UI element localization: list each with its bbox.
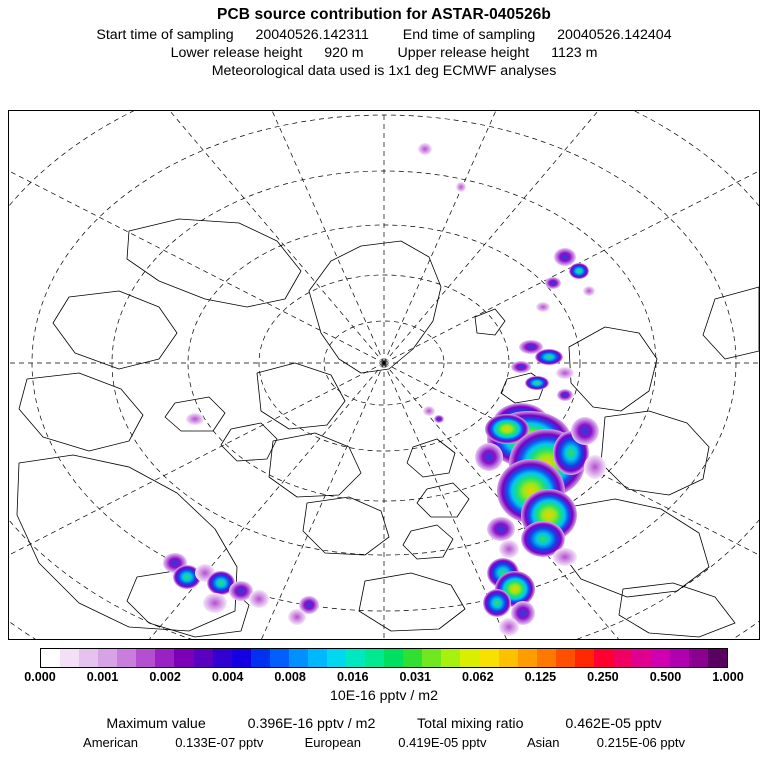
total-mixing-label: Total mixing ratio bbox=[417, 716, 524, 732]
asian-value: 0.215E-06 pptv bbox=[596, 735, 685, 750]
colorbar-tick: 0.001 bbox=[86, 670, 119, 684]
colorbar-swatch bbox=[194, 649, 213, 667]
page-title: PCB source contribution for ASTAR-040526b bbox=[217, 6, 551, 23]
source-region-row bbox=[0, 735, 768, 750]
colorbar-swatch bbox=[537, 649, 556, 667]
colorbar-swatch bbox=[594, 649, 613, 667]
colorbar-swatch bbox=[155, 649, 174, 667]
colorbar-swatch bbox=[289, 649, 308, 667]
american-value: 0.133E-07 pptv bbox=[175, 735, 264, 750]
colorbar-swatch bbox=[441, 649, 460, 667]
colorbar-tick: 0.002 bbox=[149, 670, 181, 684]
colorbar-swatch bbox=[632, 649, 651, 667]
end-time-value: 20040526.142404 bbox=[557, 27, 672, 43]
colorbar-tick: 0.008 bbox=[274, 670, 306, 684]
colorbar-tick: 0.062 bbox=[462, 670, 494, 684]
colorbar-swatch bbox=[384, 649, 403, 667]
colorbar-tick: 0.031 bbox=[399, 670, 432, 684]
american-label: American bbox=[83, 735, 138, 750]
colorbar-tick: 0.016 bbox=[336, 670, 369, 684]
upper-release-label: Upper release height bbox=[397, 45, 530, 61]
colorbar-swatch bbox=[556, 649, 575, 667]
colorbar-swatch bbox=[651, 649, 670, 667]
european-label: European bbox=[304, 735, 362, 750]
colorbar-swatch bbox=[174, 649, 193, 667]
lower-release-value: 920 m bbox=[324, 45, 364, 61]
max-value-label: Maximum value bbox=[106, 716, 206, 732]
map-panel bbox=[8, 110, 760, 640]
colorbar-swatch bbox=[670, 649, 689, 667]
colorbar-swatch bbox=[613, 649, 632, 667]
colorbar-swatch bbox=[460, 649, 479, 667]
asian-label: Asian bbox=[527, 735, 560, 750]
colorbar-swatch bbox=[479, 649, 498, 667]
colorbar-tick: 0.004 bbox=[211, 670, 244, 684]
colorbar-tick: 0.500 bbox=[649, 670, 682, 684]
lower-release-label: Lower release height bbox=[170, 45, 303, 61]
colorbar-tick: 0.000 bbox=[24, 670, 56, 684]
colorbar-swatch bbox=[98, 649, 117, 667]
colorbar-swatch bbox=[575, 649, 594, 667]
european-value: 0.419E-05 pptv bbox=[398, 735, 487, 750]
release-heights-line bbox=[0, 45, 768, 61]
colorbar bbox=[40, 648, 728, 668]
colorbar-swatch bbox=[689, 649, 708, 667]
colorbar-swatch bbox=[117, 649, 136, 667]
colorbar-swatch bbox=[251, 649, 270, 667]
start-time-value: 20040526.142311 bbox=[255, 27, 369, 43]
meridian-lines bbox=[9, 111, 759, 639]
end-time-label: End time of sampling bbox=[402, 27, 536, 43]
colorbar-swatch bbox=[708, 649, 727, 667]
chart-footer bbox=[0, 716, 768, 750]
colorbar-swatch bbox=[41, 649, 60, 667]
summary-values-row bbox=[0, 716, 768, 732]
polar-stereographic-map bbox=[9, 111, 759, 639]
colorbar-swatch bbox=[136, 649, 155, 667]
meteo-line: Meteorological data used is 1x1 deg ECMWF analyses bbox=[211, 63, 557, 79]
colorbar-swatch bbox=[308, 649, 327, 667]
map-frame bbox=[8, 110, 760, 640]
colorbar-swatch bbox=[365, 649, 384, 667]
total-mixing-value: 0.462E-05 pptv bbox=[565, 716, 662, 732]
colorbar-swatch bbox=[60, 649, 79, 667]
colorbar-tick: 0.250 bbox=[587, 670, 619, 684]
chart-header bbox=[0, 0, 768, 79]
colorbar-swatch bbox=[79, 649, 98, 667]
colorbar-tick: 0.125 bbox=[524, 670, 557, 684]
colorbar-swatch bbox=[499, 649, 518, 667]
colorbar-swatch bbox=[327, 649, 346, 667]
colorbar-tick-labels bbox=[8, 670, 760, 686]
colorbar-swatch bbox=[232, 649, 251, 667]
concentration-field bbox=[163, 143, 606, 636]
colorbar-swatch bbox=[518, 649, 537, 667]
colorbar-panel bbox=[8, 648, 760, 708]
colorbar-swatch bbox=[270, 649, 289, 667]
upper-release-value: 1123 m bbox=[551, 45, 598, 61]
colorbar-unit-label: 10E-16 pptv / m2 bbox=[329, 688, 439, 704]
start-time-label: Start time of sampling bbox=[96, 27, 234, 43]
colorbar-swatch bbox=[346, 649, 365, 667]
colorbar-swatch bbox=[213, 649, 232, 667]
colorbar-swatch bbox=[403, 649, 422, 667]
colorbar-tick: 1.000 bbox=[712, 670, 744, 684]
colorbar-swatch bbox=[422, 649, 441, 667]
sampling-times-line bbox=[0, 27, 768, 43]
max-value: 0.396E-16 pptv / m2 bbox=[247, 716, 376, 732]
